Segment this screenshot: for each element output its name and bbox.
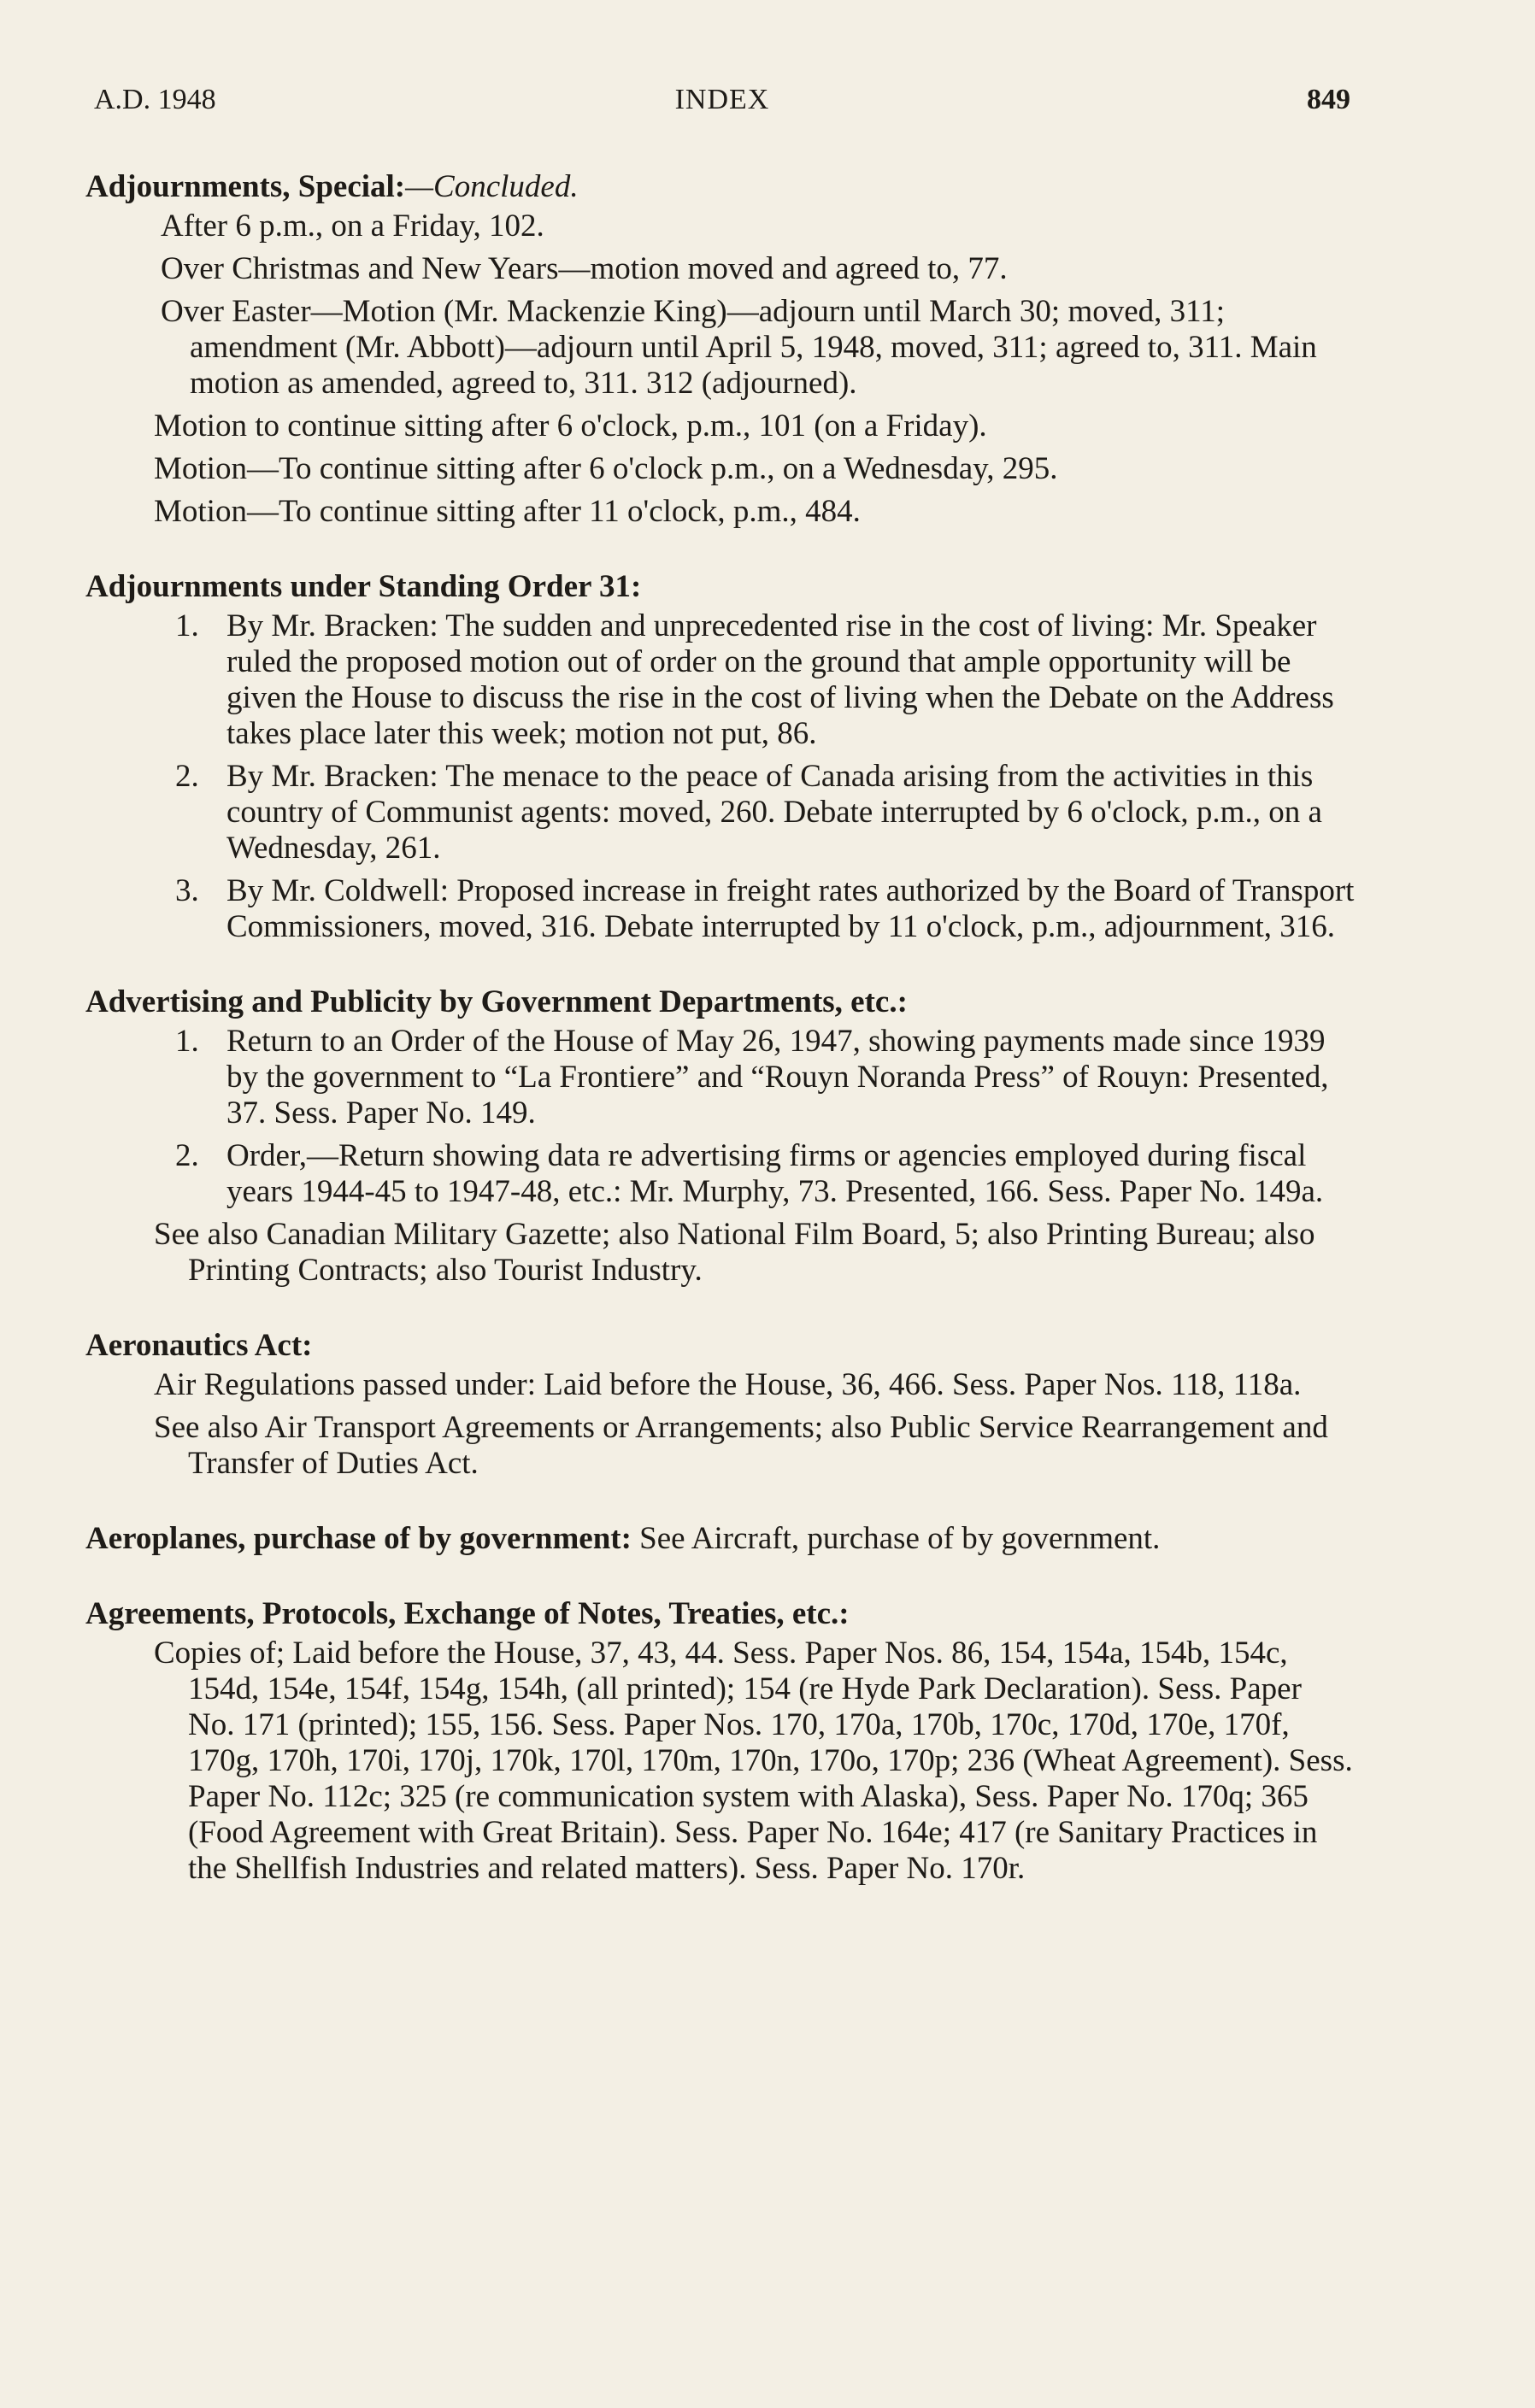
- entry-heading: Aeronautics Act:: [85, 1328, 313, 1363]
- numbered-item: 2. Order,—Return showing data re advertising firms or agencies employed during fiscal years 1944-45 to 1947-48, etc.: Mr. Murphy, 73. Presented, 166. Sess. Paper No. 149a.: [175, 1138, 1324, 1209]
- subentry: Motion to continue sitting after 6 o'clock, p.m., 101 (on a Friday).: [154, 408, 987, 443]
- subentry: Motion—To continue sitting after 11 o'clock, p.m., 484.: [154, 494, 861, 529]
- entry-aeronautics-act: [85, 1328, 1355, 1482]
- entry-heading: Agreements, Protocols, Exchange of Notes, Treaties, etc.:: [85, 1596, 850, 1631]
- numbered-item: 2. By Mr. Bracken: The menace to the peace of Canada arising from the activities in this country of Communist agents: moved, 260. Debate interrupted by 6 o'clock, p.m., on a Wednesday, 261.: [175, 759, 1322, 866]
- subentry: Over Christmas and New Years—motion moved and agreed to, 77.: [161, 251, 1008, 286]
- numbered-item: 1. Return to an Order of the House of May 26, 1947, showing payments made since 1939 by the government to “La Frontiere” and “Rouyn Noranda Press” of Rouyn: Presented, 37. Sess. Paper No. 149.: [175, 1024, 1329, 1131]
- entry-heading: Adjournments under Standing Order 31:: [85, 569, 642, 604]
- subentry: Copies of; Laid before the House, 37, 43, 44. Sess. Paper Nos. 86, 154, 154a, 154b, 154c, 154d, 154e, 154f, 154g, 154h, (all printed); 154 (re Hyde Park Declaration). Sess. Paper No. 171 (printed); 155, 156. Sess. Paper Nos. 170, 170a, 170b, 170c, 170d, 170e, 170f, 170g, 170h, 170i, 170j, 170k, 170l, 170m, 170n, 170o, 170p; 236 (Wheat Agreement). Sess. Paper No. 112c; 325 (re communication system with Alaska), Sess. Paper No. 170q; 365 (Food Agreement with Great Britain). Sess. Paper No. 164e; 417 (re Sanitary Practices in the Shellfish Industries and related matters). Sess. Paper No. 170r.: [154, 1636, 1353, 1886]
- entry-adjournments-standing-order: [85, 569, 1355, 945]
- entry-agreements: [85, 1596, 1355, 1887]
- numbered-item: 1. By Mr. Bracken: The sudden and unprecedented rise in the cost of living: Mr. Speaker ruled the proposed motion out of order on the ground that ample opportunity will be given the House to discuss the rise in the cost of living when the Debate on the Address takes place later this week; motion not put, 86.: [175, 608, 1334, 751]
- entry-heading: Aeroplanes, purchase of by government:: [85, 1521, 632, 1556]
- page-header: [94, 84, 1350, 126]
- subentry: Motion—To continue sitting after 6 o'clock p.m., on a Wednesday, 295.: [154, 451, 1058, 486]
- see-also: See also Canadian Military Gazette; also National Film Board, 5; also Printing Bureau; also Printing Contracts; also Tourist Industry.: [154, 1217, 1315, 1288]
- subentry: Air Regulations passed under: Laid before the House, 36, 466. Sess. Paper Nos. 118, 118a.: [154, 1367, 1302, 1402]
- header-year: A.D. 1948: [94, 84, 216, 115]
- subentry: Over Easter—Motion (Mr. Mackenzie King)—adjourn until March 30; moved, 311; amendment (Mr. Abbott)—adjourn until April 5, 1948, moved, 311; agreed to, 311. Main motion as amended, agreed to, 311. 312 (adjourned).: [161, 294, 1317, 401]
- subentry: After 6 p.m., on a Friday, 102.: [161, 208, 544, 244]
- index-content: [85, 169, 1355, 1926]
- page-number: 849: [1307, 84, 1350, 115]
- header-title: INDEX: [674, 84, 770, 115]
- numbered-item: 3. By Mr. Coldwell: Proposed increase in freight rates authorized by the Board of Transport Commissioners, moved, 316. Debate interrupted by 11 o'clock, p.m., adjournment, 316.: [175, 873, 1355, 944]
- entry-advertising: [85, 984, 1355, 1289]
- entry-adjournments-special: [85, 169, 1355, 530]
- entry-heading: Advertising and Publicity by Government Departments, etc.:: [85, 984, 908, 1019]
- see-reference: See Aircraft, purchase of by government.: [639, 1521, 1161, 1556]
- entry-heading: Adjournments, Special:—Concluded.: [85, 169, 579, 204]
- see-also: See also Air Transport Agreements or Arrangements; also Public Service Rearrangement and Transfer of Duties Act.: [154, 1410, 1328, 1481]
- entry-aeroplanes: [85, 1521, 1355, 1557]
